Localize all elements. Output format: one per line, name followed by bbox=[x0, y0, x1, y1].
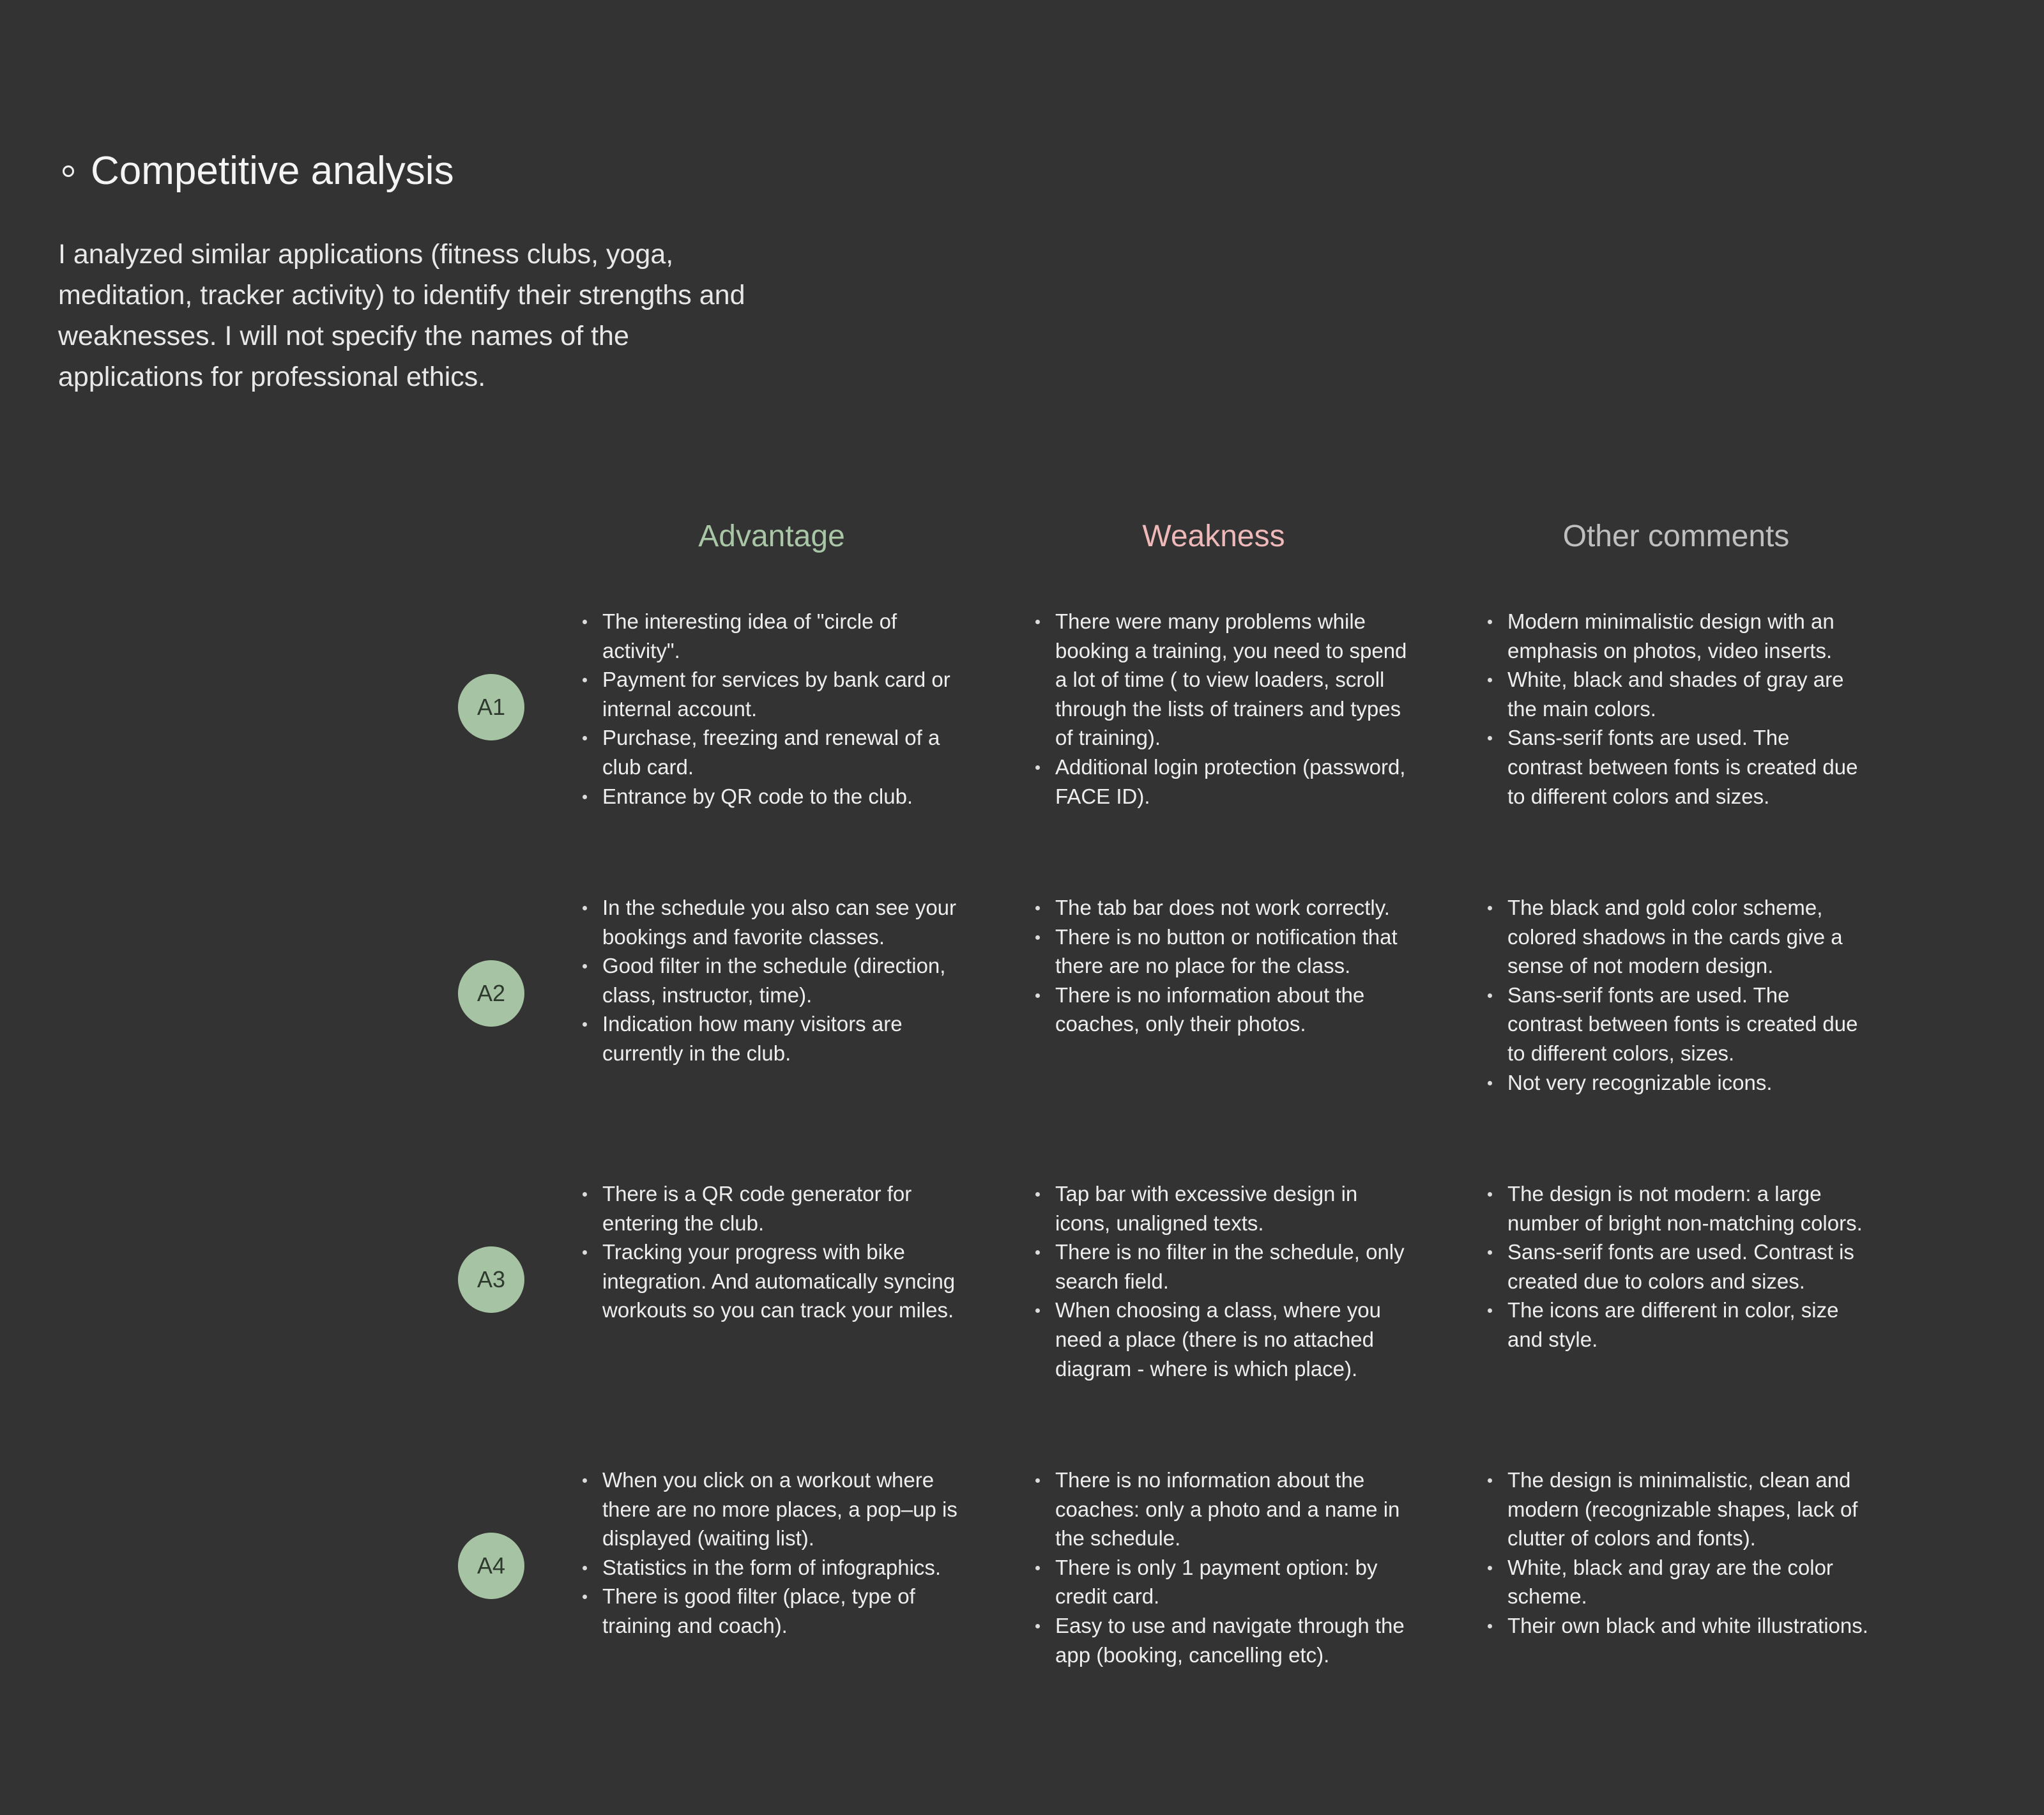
list-item: The tab bar does not work correctly. bbox=[1033, 893, 1416, 923]
other-comments-list bbox=[1485, 893, 1868, 1097]
list-item: The interesting idea of "circle of activity". bbox=[580, 607, 963, 665]
weakness-list bbox=[1033, 1179, 1416, 1383]
list-item: There is good filter (place, type of training and coach). bbox=[580, 1582, 963, 1640]
list-item: There is only 1 payment option: by credit card. bbox=[1033, 1553, 1416, 1611]
advantage-list bbox=[580, 1466, 963, 1641]
list-item: The design is not modern: a large number of bright non-matching colors. bbox=[1485, 1179, 1868, 1237]
list-item: The design is minimalistic, clean and modern (recognizable shapes, lack of clutter of colors and fonts). bbox=[1485, 1466, 1868, 1553]
circle-bullet-icon bbox=[63, 165, 74, 177]
list-item: Tracking your progress with bike integration. And automatically syncing workouts so you can track your miles. bbox=[580, 1237, 963, 1325]
column-header-advantage: Advantage bbox=[698, 519, 845, 553]
list-item: Payment for services by bank card or internal account. bbox=[580, 665, 963, 723]
column-header-weakness: Weakness bbox=[1142, 519, 1285, 553]
other-comments-list bbox=[1485, 1179, 1868, 1354]
list-item: Easy to use and navigate through the app (booking, cancelling etc). bbox=[1033, 1611, 1416, 1669]
advantage-list bbox=[580, 893, 963, 1068]
column-header-other-comments: Other comments bbox=[1562, 519, 1790, 553]
list-item: Modern minimalistic design with an emphasis on photos, video inserts. bbox=[1485, 607, 1868, 665]
list-item: There is no information about the coaches: only a photo and a name in the schedule. bbox=[1033, 1466, 1416, 1553]
list-item: The black and gold color scheme, colored shadows in the cards give a sense of not modern design. bbox=[1485, 893, 1868, 981]
app-badge: A3 bbox=[458, 1246, 524, 1313]
page-title: Competitive analysis bbox=[91, 149, 454, 193]
list-item: Purchase, freezing and renewal of a club card. bbox=[580, 723, 963, 781]
list-item: Indication how many visitors are currently in the club. bbox=[580, 1009, 963, 1068]
app-badge: A2 bbox=[458, 960, 524, 1027]
app-badge: A4 bbox=[458, 1533, 524, 1599]
list-item: In the schedule you also can see your bookings and favorite classes. bbox=[580, 893, 963, 951]
list-item: White, black and shades of gray are the main colors. bbox=[1485, 665, 1868, 723]
other-comments-list bbox=[1485, 607, 1868, 811]
advantage-list bbox=[580, 1179, 963, 1325]
weakness-list bbox=[1033, 893, 1416, 1039]
weakness-list bbox=[1033, 607, 1416, 811]
intro-paragraph: I analyzed similar applications (fitness clubs, yoga, meditation, tracker activity) to identify their strengths and weaknesses. I will not specify the names of the applications for professional ethics. bbox=[58, 239, 745, 392]
list-item: Additional login protection (password, FACE ID). bbox=[1033, 753, 1416, 811]
section-heading bbox=[63, 146, 454, 197]
list-item: The icons are different in color, size and style. bbox=[1485, 1296, 1868, 1354]
list-item: There is no filter in the schedule, only search field. bbox=[1033, 1237, 1416, 1296]
list-item: Sans-serif fonts are used. The contrast between fonts is created due to different colors, sizes. bbox=[1485, 981, 1868, 1068]
list-item: There is no button or notification that there are no place for the class. bbox=[1033, 923, 1416, 981]
list-item: Tap bar with excessive design in icons, unaligned texts. bbox=[1033, 1179, 1416, 1237]
list-item: Good filter in the schedule (direction, class, instructor, time). bbox=[580, 951, 963, 1009]
list-item: There is no information about the coaches, only their photos. bbox=[1033, 981, 1416, 1039]
list-item: Sans-serif fonts are used. The contrast between fonts is created due to different colors and sizes. bbox=[1485, 723, 1868, 811]
advantage-list bbox=[580, 607, 963, 811]
app-badge: A1 bbox=[458, 674, 524, 740]
list-item: Statistics in the form of infographics. bbox=[580, 1553, 963, 1582]
list-item: When you click on a workout where there are no more places, a pop–up is displayed (waiting list). bbox=[580, 1466, 963, 1553]
list-item: When choosing a class, where you need a place (there is no attached diagram - where is which place). bbox=[1033, 1296, 1416, 1383]
list-item: Entrance by QR code to the club. bbox=[580, 782, 963, 811]
list-item: There is a QR code generator for entering the club. bbox=[580, 1179, 963, 1237]
weakness-list bbox=[1033, 1466, 1416, 1669]
list-item: Sans-serif fonts are used. Contrast is created due to colors and sizes. bbox=[1485, 1237, 1868, 1296]
list-item: Their own black and white illustrations. bbox=[1485, 1611, 1868, 1641]
other-comments-list bbox=[1485, 1466, 1868, 1641]
list-item: There were many problems while booking a training, you need to spend a lot of time ( to view loaders, scroll through the lists of trainers and types of training). bbox=[1033, 607, 1416, 753]
list-item: White, black and gray are the color scheme. bbox=[1485, 1553, 1868, 1611]
list-item: Not very recognizable icons. bbox=[1485, 1068, 1868, 1098]
